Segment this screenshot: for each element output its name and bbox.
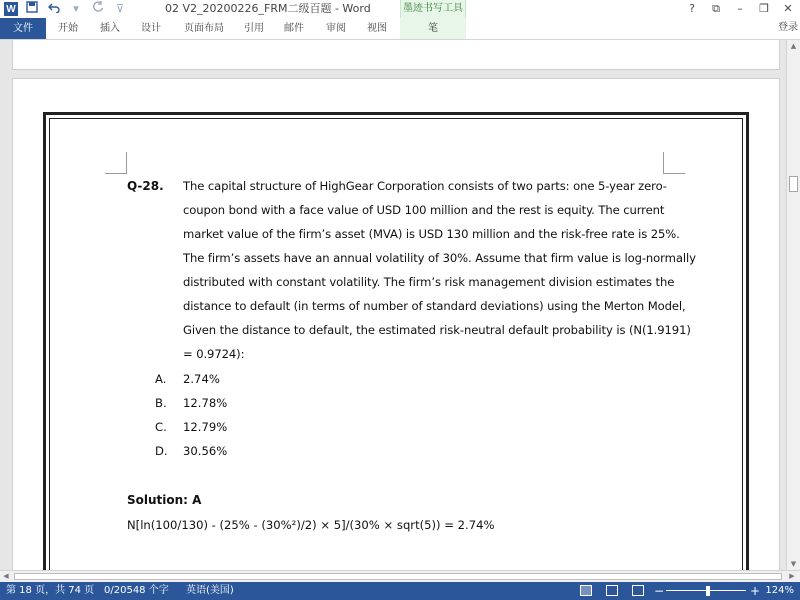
word-logo-icon[interactable]: W [4,2,18,16]
option-text-c: 12.79% [183,420,228,434]
question-line: The capital structure of HighGear Corporation consists of two parts: one 5-year zero- [183,179,667,193]
tab-page-layout[interactable]: 页面布局 [184,23,224,34]
vertical-scroll-thumb[interactable] [789,176,798,192]
vertical-scrollbar[interactable] [786,40,800,570]
tab-home[interactable]: 开始 [58,23,78,34]
sign-in-link[interactable]: 登录 [778,22,798,33]
question-line: Given the distance to default, the estimated risk-neutral default probability is (N(1.9191) [183,323,691,337]
horizontal-scroll-thumb[interactable] [14,573,782,580]
minimize-button[interactable]: – [737,2,743,15]
zoom-level[interactable]: 124% [765,585,794,596]
undo-icon[interactable] [46,1,62,18]
scroll-down-arrow-icon[interactable]: ▼ [790,560,797,568]
language-indicator[interactable]: 英语(美国) [186,585,234,596]
tab-review[interactable]: 审阅 [326,23,346,34]
window-controls [680,0,800,18]
question-number: Q-28. [127,179,164,193]
restore-button[interactable]: ❐ [759,2,769,15]
tab-insert[interactable]: 插入 [100,23,120,34]
option-letter-d: D. [155,444,168,458]
close-button[interactable]: ✕ [783,2,793,15]
tab-pen[interactable]: 笔 [400,18,466,39]
document-title: 02 V2_20200226_FRM二级百题 - Word [165,2,371,15]
option-letter-c: C. [155,420,167,434]
option-text-a: 2.74% [183,372,220,386]
zoom-slider-thumb[interactable] [706,586,710,596]
scroll-left-arrow-icon[interactable]: ◀ [3,572,9,580]
word-count[interactable]: 0/20548 个字 [104,585,169,596]
redo-icon[interactable] [90,1,106,18]
question-line: market value of the firm’s asset (MVA) is USD 130 million and the risk-free rate is 25%. [183,227,680,241]
solution-title: Solution: A [127,493,202,507]
chevron-down-icon[interactable]: ▾ [73,2,79,15]
document-canvas[interactable] [0,40,786,570]
title-bar [0,0,800,18]
option-text-d: 30.56% [183,444,228,458]
scroll-right-arrow-icon[interactable]: ▶ [789,572,795,580]
tab-file[interactable]: 文件 [0,18,46,39]
print-layout-view-button[interactable] [606,585,618,596]
question-line: coupon bond with a face value of USD 100 million and the rest is equity. The current [183,203,665,217]
save-icon[interactable] [24,1,40,18]
context-tool-title: 墨迹书写工具 [400,0,466,18]
tab-references[interactable]: 引用 [244,23,264,34]
tab-mailings[interactable]: 邮件 [284,23,304,34]
tab-view[interactable]: 视图 [367,23,387,34]
help-button[interactable]: ? [689,2,695,15]
customize-qat-icon[interactable]: ⊽ [115,2,125,15]
option-letter-a: A. [155,372,167,386]
page-info[interactable]: 第 18 页，共 74 页 [6,585,95,596]
read-mode-view-button[interactable] [580,585,592,596]
tab-design[interactable]: 设计 [141,23,161,34]
quick-access-toolbar [0,0,128,18]
solution-formula: N[ln(100/130) - (25% - (30%²)/2) × 5]/(30% × sqrt(5)) = 2.74% [127,518,495,532]
zoom-in-button[interactable]: + [750,584,761,598]
zoom-out-button[interactable]: − [654,584,665,598]
question-line: distributed with constant volatility. The firm’s risk management division estimates the [183,275,675,289]
status-bar [0,582,800,600]
question-line: = 0.9724): [183,347,245,361]
web-layout-view-button[interactable] [632,585,644,596]
document-content [0,40,786,570]
horizontal-scrollbar[interactable] [0,570,800,582]
question-line: distance to default (in terms of number of standard deviations) using the Merton Model, [183,299,686,313]
option-letter-b: B. [155,396,167,410]
option-text-b: 12.78% [183,396,228,410]
ribbon-tabs [0,18,800,40]
question-line: The firm’s assets have an annual volatility of 30%. Assume that firm value is log-normally [183,251,696,265]
ribbon-display-options-button[interactable]: ⧉ [712,2,720,15]
scroll-up-arrow-icon[interactable]: ▲ [790,42,797,50]
